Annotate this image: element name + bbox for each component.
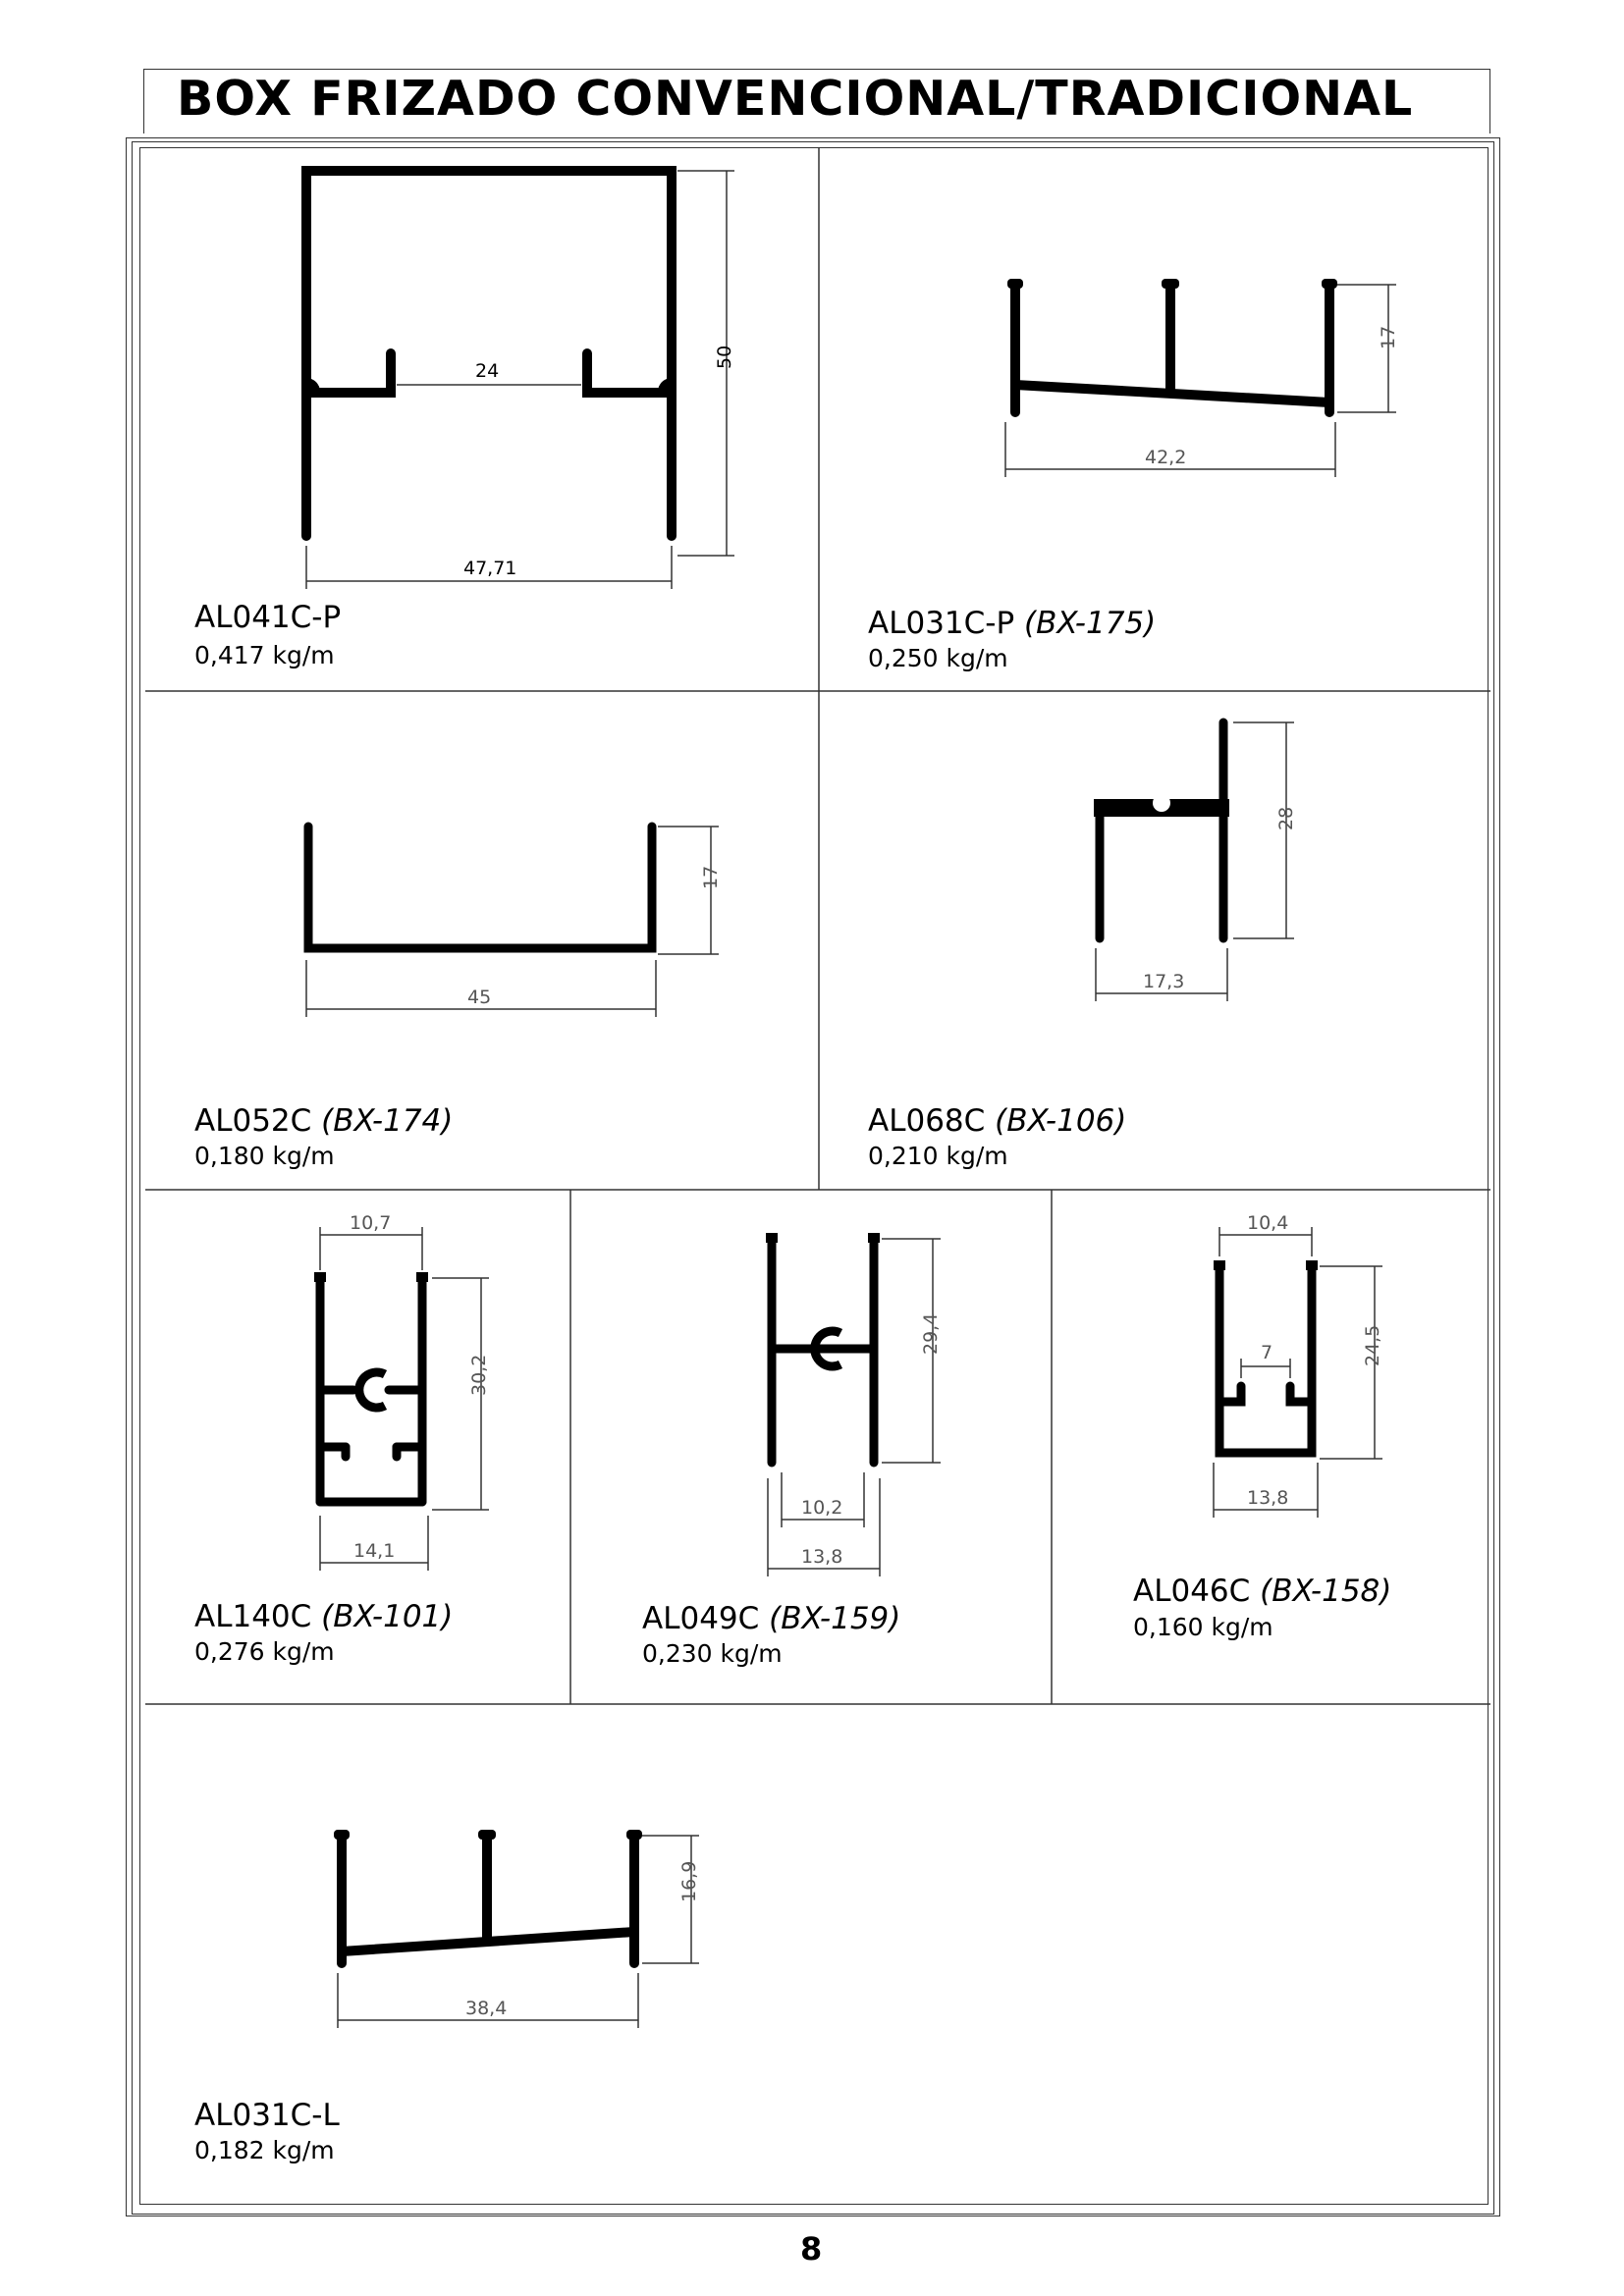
dim-label: 38,4 bbox=[465, 1998, 508, 2019]
dim-label: 28 bbox=[1275, 806, 1297, 830]
dim-label: 13,8 bbox=[1247, 1487, 1289, 1509]
dim-label: 42,2 bbox=[1145, 447, 1187, 468]
dim-label: 17 bbox=[700, 865, 722, 889]
dim-label: 7 bbox=[1261, 1342, 1273, 1363]
code-text: AL031C-P bbox=[868, 606, 1015, 641]
dim-label: 10,2 bbox=[801, 1497, 843, 1519]
product-code bbox=[194, 2098, 340, 2133]
code-ref: (BX-174) bbox=[321, 1103, 454, 1139]
dim-label: 13,8 bbox=[801, 1546, 843, 1568]
dim-label: 14,1 bbox=[353, 1540, 396, 1562]
page-title: BOX FRIZADO CONVENCIONAL/TRADICIONAL bbox=[177, 71, 1414, 127]
dim-label: 50 bbox=[714, 345, 735, 369]
product-weight: 0,250 kg/m bbox=[868, 644, 1008, 672]
code-text: AL041C-P bbox=[194, 600, 342, 635]
code-ref: (BX-106) bbox=[995, 1103, 1127, 1139]
dim-label: 10,4 bbox=[1247, 1212, 1289, 1234]
product-weight: 0,182 kg/m bbox=[194, 2136, 335, 2164]
product-weight: 0,230 kg/m bbox=[642, 1639, 783, 1668]
page-number: 8 bbox=[800, 2230, 823, 2268]
dim-label: 10,7 bbox=[350, 1212, 392, 1234]
code-ref: (BX-159) bbox=[769, 1601, 901, 1636]
product-weight: 0,276 kg/m bbox=[194, 1637, 335, 1666]
product-weight: 0,180 kg/m bbox=[194, 1142, 335, 1170]
code-ref: (BX-101) bbox=[321, 1599, 454, 1634]
product-weight: 0,160 kg/m bbox=[1133, 1613, 1273, 1641]
code-text: AL052C bbox=[194, 1103, 312, 1139]
dim-label: 29,4 bbox=[920, 1312, 942, 1355]
code-text: AL140C bbox=[194, 1599, 312, 1634]
dim-label: 30,2 bbox=[468, 1354, 490, 1396]
dim-label: 24 bbox=[475, 360, 500, 382]
code-text: AL046C bbox=[1133, 1574, 1251, 1609]
code-ref: (BX-175) bbox=[1024, 606, 1157, 641]
dim-label: 17,3 bbox=[1143, 971, 1185, 992]
dim-label: 47,71 bbox=[463, 558, 517, 579]
dim-label: 45 bbox=[467, 987, 492, 1008]
code-text: AL049C bbox=[642, 1601, 760, 1636]
product-weight: 0,210 kg/m bbox=[868, 1142, 1008, 1170]
code-ref: (BX-158) bbox=[1260, 1574, 1392, 1609]
dim-label: 24,5 bbox=[1362, 1324, 1383, 1366]
code-text: AL031C-L bbox=[194, 2098, 340, 2133]
code-text: AL068C bbox=[868, 1103, 986, 1139]
product-weight: 0,417 kg/m bbox=[194, 641, 335, 669]
dim-label: 17 bbox=[1378, 325, 1399, 349]
dim-label: 16,9 bbox=[678, 1860, 700, 1902]
